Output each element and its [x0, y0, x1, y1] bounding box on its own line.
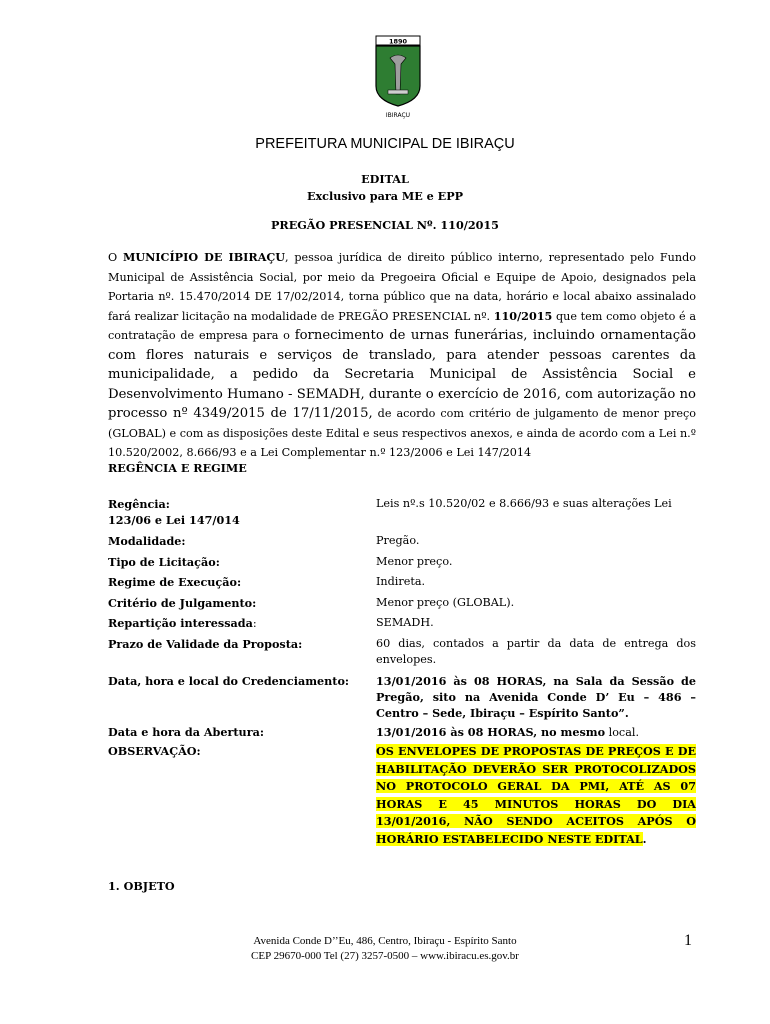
- modalidade-label: Modalidade:: [108, 534, 186, 548]
- credenciamento-value: 13/01/2016 às 08 HORAS, na Sala da Sessão de Pregão, sito na Avenida Conde D’ Eu – 486 – Centro – Sede, Ibiraçu – Espírito Santo”.: [376, 674, 696, 720]
- intro-text-2: que tem como objeto é a contratação de empresa para o: [108, 309, 696, 342]
- modalidade-value: Pregão.: [376, 534, 420, 547]
- prazo-label: Prazo de Validade da Proposta:: [108, 637, 303, 651]
- intro-text-0: O: [108, 251, 123, 264]
- intro-object: fornecimento de urnas funerárias, incluindo ornamentação com flores naturais e serviços de translado, para atender pessoas carentes da municipalidade, a pedido da Secretaria Municipal de Assistência Social e Desenvolvimento Humano - SEMADH, durante o exercício de 2016, com autorização no processo nº 4349/2015 de 17/11/2015,: [108, 328, 696, 421]
- page-title: PREFEITURA MUNICIPAL DE IBIRAÇU: [255, 136, 515, 152]
- intro-text-1: , pessoa jurídica de direito público interno, representado pelo Fundo Municipal de Assistência Social, por meio da Pregoeira Oficial e Equipe de Apoio, designados pela Portaria nº. 15.470/2014 DE 17/02/2014, torna público que na data, horário e local abaixo assinalado fará realizar licitação na modalidade de PREGÃO PRESENCIAL nº.: [108, 251, 696, 323]
- page-number: 1: [684, 932, 692, 949]
- intro-text-3: de acordo com critério de julgamento de menor preço (GLOBAL) e com as disposições deste Edital e seus respectivos anexos, e ainda de acordo com a Lei n.º 10.520/2002, 8.666/93 e a Lei Complementar n.º 123/2006 e Lei 147/2014: [108, 407, 697, 459]
- exclusive-subtitle: Exclusivo para ME e EPP: [306, 189, 464, 203]
- abertura-label: Data e hora da Abertura:: [108, 725, 264, 739]
- reparticao-label-text: Repartição interessada: [108, 616, 253, 630]
- abertura-value-bold: 13/01/2016 às 08 HORAS, no mesmo: [376, 725, 606, 739]
- reparticao-value: SEMADH.: [376, 616, 434, 629]
- tipo-value: Menor preço.: [376, 555, 453, 568]
- reparticao-label-colon: :: [252, 617, 257, 630]
- credenciamento-label: Data, hora e local do Credenciamento:: [108, 674, 350, 688]
- prazo-value: 60 dias, contados a partir da data de entrega dos envelopes.: [376, 637, 696, 666]
- observacao-highlighted-text: OS ENVELOPES DE PROPOSTAS DE PREÇOS E DE HABILITAÇÃO DEVERÃO SER PROTOCOLIZADOS NO PROTOCOLO GERAL DA PMI, ATÉ AS 07 HORAS E 45 MINUTOS HORAS DO DIA 13/01/2016, NÃO SENDO ACEITOS APÓS O HORÁRIO ESTABELECIDO NESTE EDITAL: [376, 744, 696, 846]
- regencia-label-cont: 123/06 e Lei 147/014: [108, 513, 240, 527]
- intro-pregao-number: 110/2015: [493, 308, 553, 323]
- criterio-label: Critério de Julgamento:: [108, 596, 257, 610]
- pregao-number: PREGÃO PRESENCIAL Nº. 110/2015: [271, 218, 499, 232]
- svg-text:IBIRAÇU: IBIRAÇU: [385, 112, 411, 119]
- section-regencia-title: REGÊNCIA E REGIME: [108, 461, 247, 475]
- regime-value: Indireta.: [376, 575, 426, 588]
- svg-text:1890: 1890: [388, 37, 408, 46]
- observacao-period: .: [642, 831, 647, 846]
- regencia-value: Leis nº.s 10.520/02 e 8.666/93 e suas alterações Lei: [376, 497, 672, 510]
- page-footer: [0, 934, 770, 964]
- regime-label: Regime de Execução:: [108, 575, 242, 589]
- criterio-value: Menor preço (GLOBAL).: [376, 596, 515, 609]
- footer-address: Avenida Conde D’’Eu, 486, Centro, Ibiraçu - Espírito Santo: [253, 935, 517, 947]
- abertura-value-normal: local.: [605, 726, 640, 739]
- observacao-label: OBSERVAÇÃO:: [108, 744, 201, 758]
- tipo-label: Tipo de Licitação:: [108, 555, 220, 569]
- regencia-label: Regência:: [108, 497, 170, 511]
- edital-label: EDITAL: [361, 172, 409, 186]
- section-objeto-title: 1. OBJETO: [108, 879, 175, 893]
- intro-paragraph: [108, 248, 696, 463]
- reparticao-label: [108, 615, 358, 632]
- observacao-value: [376, 743, 696, 848]
- abertura-value: [376, 724, 696, 741]
- municipal-crest-logo: [370, 34, 426, 120]
- intro-municipio: MUNICÍPIO DE IBIRAÇU: [122, 250, 286, 264]
- footer-contact: CEP 29670-000 Tel (27) 3257-0500 – www.ibiracu.es.gov.br: [251, 950, 519, 962]
